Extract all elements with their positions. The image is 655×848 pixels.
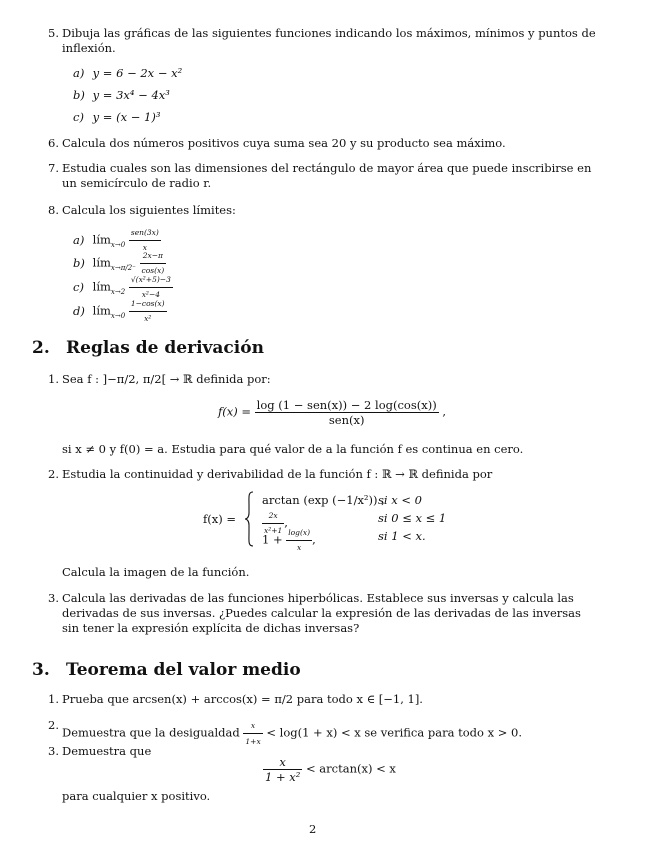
fraction-numerator: 1−cos(x) [129,297,167,312]
fraction-denominator: x² [144,314,152,323]
exercise-5 [48,26,596,58]
subitem-label: d) [73,303,85,318]
subitem-5a [73,66,182,80]
lim-operator: lím [92,279,111,294]
subitem-label: a) [73,66,85,80]
lim-operator: lím [92,303,111,318]
fraction-numerator: log (1 − sen(x)) − 2 log(cos(x)) [256,398,437,412]
fraction-denominator: cos(x) [141,266,165,275]
left-brace-icon [244,491,254,547]
exercise-text: Estudia la continuidad y derivabilidad de la función f : ℝ → ℝ definida por [62,467,493,481]
piecewise-condition-2: si 0 ≤ x ≤ 1 [378,511,447,525]
paragraph: para cualquier x positivo. [62,789,211,803]
subitem-label: c) [73,110,84,124]
subitem-5c [73,110,160,124]
fraction-numerator: sen(3x) [129,226,161,241]
exercise-text: Demuestra que [62,744,152,758]
inequality-formula [263,755,396,784]
fraction-denominator: x²−4 [141,290,160,299]
exercise-number: 5. [48,26,59,40]
fraction-numerator: √(x²+5)−3 [129,273,173,288]
section-title: Teorema del valor medio [66,660,301,680]
section-heading-3 [32,660,301,680]
exercise-number: 2. [48,467,59,481]
exercise-text: Demuestra que la desigualdad [62,725,240,740]
punctuation: , [284,515,288,530]
exercise-number: 3. [48,744,59,758]
piecewise-lhs: f(x) = [203,512,237,526]
lim-operator: lím [92,255,111,270]
subitem-label: b) [73,88,85,102]
piecewise-case-3 [262,526,316,555]
subitem-5b [73,88,170,102]
paragraph: Calcula la imagen de la función. [62,565,250,579]
function-lhs: f(x) = [218,404,252,419]
function-definition [218,398,446,427]
lim-subscript: x→π/2⁻ [110,263,136,272]
formula: y = 3x⁴ − 4x³ [92,88,170,102]
section-number: 2. [32,338,50,358]
inequality-rest: < arctan(x) < x [306,761,396,776]
fraction-denominator: 1+x [245,737,261,746]
limit-d [73,297,167,326]
exercise-text: Estudia cuales son las dimensiones del rectángulo de mayor área que puede inscribirse en un semicírculo de radio r. [62,161,592,190]
exercise-number: 1. [48,372,59,386]
fraction-denominator: 1 + x² [265,770,301,784]
fraction-numerator: x [263,755,302,770]
exercise-number: 6. [48,136,59,150]
fraction-denominator: x²+1 [264,526,283,535]
punctuation: , [442,404,446,419]
piecewise-case-1: arctan (exp (−1/x²)) , [262,493,385,507]
exercise-text: Calcula las derivadas de las funciones hiperbólicas. Establece sus inversas y calcula las derivadas de sus inversas. ¿Puedes calcular la expresión de las derivadas de las inversas sin tener la expresión explícita de dichas inversas? [62,591,581,635]
formula: y = (x − 1)³ [92,110,161,124]
subitem-label: b) [73,255,85,270]
piecewise-condition-3: si 1 < x. [378,529,426,543]
exercise-number: 1. [48,692,59,706]
exercise-number: 2. [48,718,59,732]
exercise-number: 3. [48,591,59,605]
lim-subscript: x→0 [110,311,126,320]
section-number: 3. [32,660,50,680]
exercise-number: 8. [48,203,59,217]
piecewise-condition-1: si x < 0 [378,493,422,507]
fraction-denominator: sen(x) [328,413,365,427]
page-number: 2 [309,822,317,836]
exercise-text: Prueba que arcsen(x) + arccos(x) = π/2 para todo x ∈ [−1, 1]. [62,692,423,706]
paragraph: si x ≠ 0 y f(0) = a. Estudia para qué valor de a la función f es continua en cero. [62,442,524,456]
lim-subscript: x→2 [110,287,126,296]
fraction-numerator: x [243,718,262,734]
section-title: Reglas de derivación [66,338,264,358]
exercise-number: 7. [48,161,59,175]
section-heading-2 [32,338,264,358]
fraction-denominator: x [142,243,147,252]
punctuation: , [312,532,316,547]
fraction-numerator: 2x−π [140,249,167,264]
case-prefix: 1 + [262,532,283,547]
lim-subscript: x→0 [110,240,126,249]
subitem-label: a) [73,232,85,247]
subitem-label: c) [73,279,84,294]
exercise-text: Calcula dos números positivos cuya suma sea 20 y su producto sea máximo. [62,136,506,150]
exercise-text: Calcula los siguientes límites: [62,203,236,217]
exercise-text: < log(1 + x) < x se verifica para todo x > 0. [266,725,522,740]
formula: y = 6 − 2x − x² [92,66,183,80]
fraction-numerator: 2x [262,509,284,524]
fraction-numerator: log(x) [286,526,312,541]
exercise-text: Dibuja las gráficas de las siguientes funciones indicando los máximos, mínimos y puntos de inflexión. [62,26,596,55]
lim-operator: lím [92,232,111,247]
exercise-text: Sea f : ]−π/2, π/2[ → ℝ definida por: [62,372,271,386]
fraction-denominator: x [297,543,302,552]
